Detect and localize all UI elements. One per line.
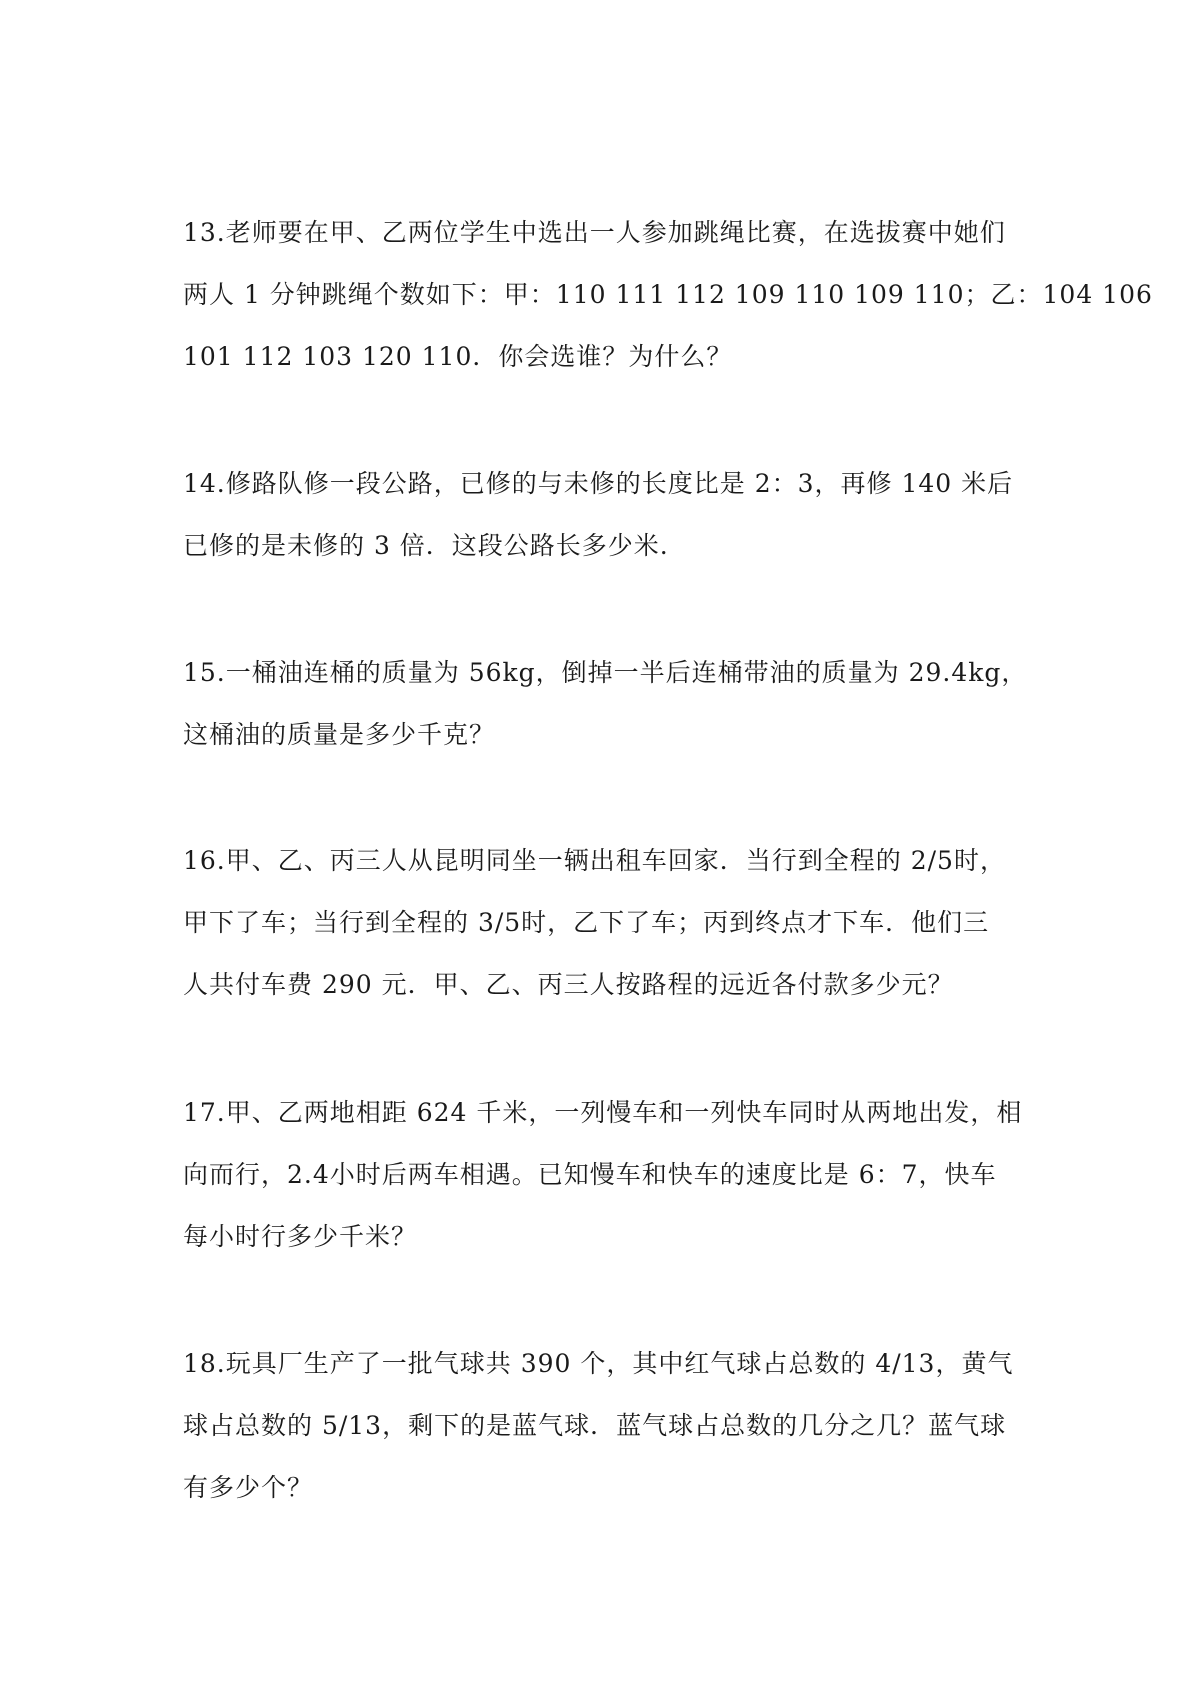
problem-16-line-3: 人共付车费 290 元．甲、乙、丙三人按路程的远近各付款多少元？ [183,970,954,999]
problem-15-line-2: 这桶油的质量是多少千克？ [183,720,496,749]
problem-13-line-2: 两人 1 分钟跳绳个数如下：甲：110 111 112 109 110 109 110；乙：104 106 [183,280,1153,309]
problem-18-line-1: 18.玩具厂生产了一批气球共 390 个，其中红气球占总数的 4/13，黄气 [183,1349,1014,1378]
problem-18-line-2: 球占总数的 5/13，剩下的是蓝气球．蓝气球占总数的几分之几？蓝气球 [183,1411,1007,1440]
problem-17-line-1: 17.甲、乙两地相距 624 千米，一列慢车和一列快车同时从两地出发，相 [183,1098,1023,1127]
problem-17 [183,1082,1023,1268]
problem-16-line-2: 甲下了车；当行到全程的 3/5时，乙下了车；丙到终点才下车．他们三 [183,908,990,937]
problem-13-line-1: 13.老师要在甲、乙两位学生中选出一人参加跳绳比赛，在选拔赛中她们 [183,218,1006,247]
problem-14 [183,453,1023,577]
problem-15 [183,642,1028,766]
problem-16-line-1: 16.甲、乙、丙三人从昆明同坐一辆出租车回家．当行到全程的 2/5时， [183,846,1006,875]
problem-14-line-1: 14.修路队修一段公路，已修的与未修的长度比是 2：3，再修 140 米后 [183,469,1014,498]
problem-13-line-3: 101 112 103 120 110．你会选谁？为什么？ [183,342,733,371]
problem-15-line-1: 15.一桶油连桶的质量为 56kg，倒掉一半后连桶带油的质量为 29.4kg， [183,658,1028,687]
problem-18 [183,1333,1023,1519]
problem-17-line-3: 每小时行多少千米？ [183,1222,418,1251]
problem-13 [183,202,1153,388]
problem-17-line-2: 向而行，2.4小时后两车相遇。已知慢车和快车的速度比是 6：7，快车 [183,1160,997,1189]
problem-16 [183,830,1023,1016]
problem-18-line-3: 有多少个？ [183,1473,314,1502]
problem-14-line-2: 已修的是未修的 3 倍．这段公路长多少米. [183,531,669,560]
